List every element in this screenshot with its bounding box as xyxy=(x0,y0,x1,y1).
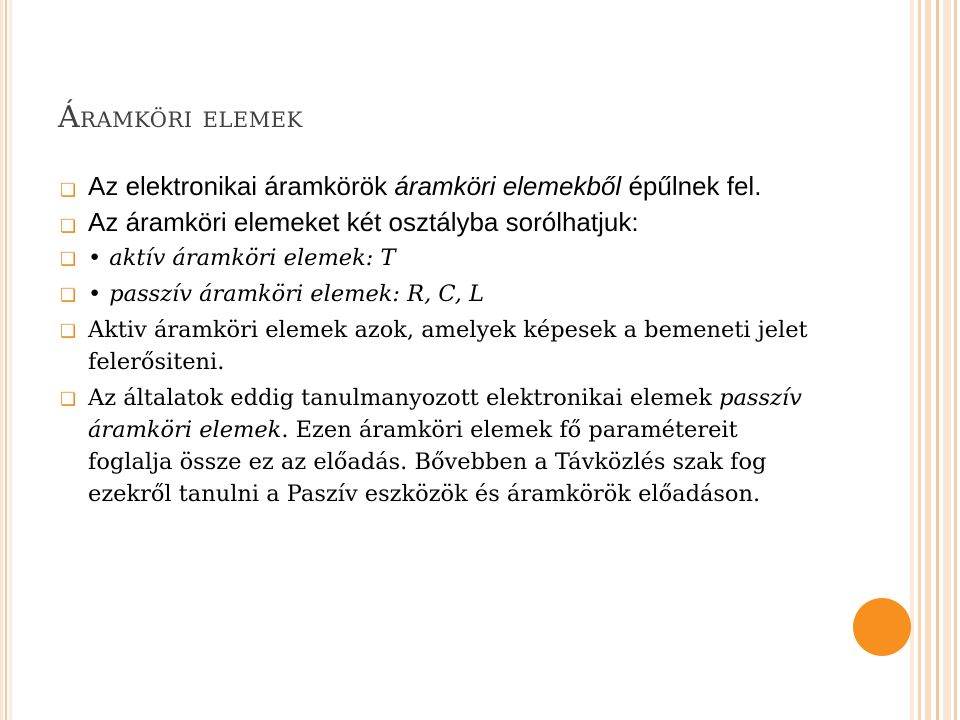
bullet-item xyxy=(58,382,818,510)
bullet-text: • aktív áramköri elemek: T xyxy=(88,245,396,271)
bullet-item xyxy=(58,314,818,378)
bullet-item xyxy=(58,170,818,202)
slide-title: Áramköri elemek xyxy=(58,100,303,135)
bullet-text: Aktiv áramköri elemek azok, amelyek képesek a bemeneti jelet felerősiteni. xyxy=(88,317,808,375)
hollow-square-bullet-icon: ❏ xyxy=(60,216,77,237)
sub-bullet-dot: • xyxy=(88,281,102,307)
sub-bullet-dot: • xyxy=(88,245,102,271)
hollow-square-bullet-icon: ❏ xyxy=(60,389,77,410)
bullet-text: Az elektronikai áramkörök áramköri elemekből épűlnek fel. xyxy=(88,171,762,201)
bullet-list xyxy=(58,170,818,514)
bullet-text: • passzív áramköri elemek: R, C, L xyxy=(88,281,484,307)
bullet-item xyxy=(58,278,818,310)
hollow-square-bullet-icon: ❏ xyxy=(60,285,77,306)
bullet-text: Az általatok eddig tanulmanyozott elektronikai elemek passzív áramköri elemek. Ezen áramköri elemek fő paramétereit foglalja össze ez az előadás. Bővebben a Távközlés szak fog ezekről tanulni a Paszív eszközök és áramkörök előadáson. xyxy=(88,385,802,507)
bullet-item xyxy=(58,206,818,238)
orange-circle-decoration xyxy=(853,598,911,656)
hollow-square-bullet-icon: ❏ xyxy=(60,321,77,342)
italic-term: áramköri elemekből xyxy=(394,171,622,201)
bullet-item xyxy=(58,242,818,274)
bullet-text: Az áramköri elemeket két osztályba sorólhatjuk: xyxy=(88,207,639,237)
italic-term: passzív áramköri elemek xyxy=(88,385,802,443)
right-decorative-stripes xyxy=(910,0,960,720)
hollow-square-bullet-icon: ❏ xyxy=(60,249,77,270)
hollow-square-bullet-icon: ❏ xyxy=(60,180,77,201)
left-decorative-stripes xyxy=(0,0,14,720)
